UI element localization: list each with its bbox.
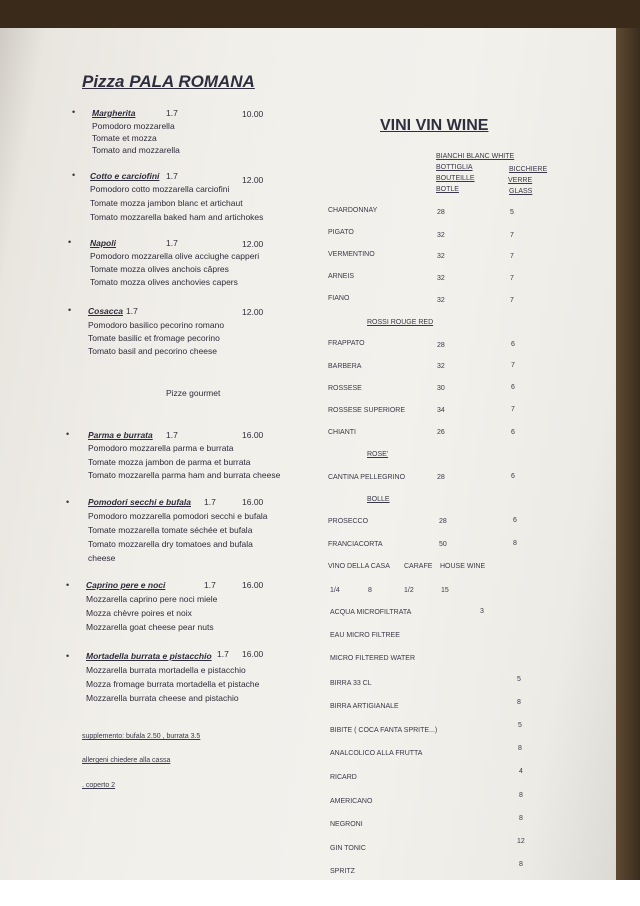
pizza-allergen-code: 1.7 (166, 430, 178, 440)
pizza-desc-en: Tomato and mozzarella (92, 145, 180, 155)
bottle-label-fr: BOUTEILLE (436, 175, 475, 182)
pizza-allergen-code: 1.7 (217, 649, 229, 659)
pizza-desc-it: Mozzarella burrata mortadella e pistacchio (86, 665, 246, 675)
pizza-desc-en-cont: cheese (88, 553, 116, 563)
drink-name: MICRO FILTERED WATER (330, 655, 416, 662)
pizza-allergen-code: 1.7 (166, 238, 178, 248)
drink-name: BIRRA 33 CL (330, 680, 372, 687)
wine-bottle-price: 28 (437, 342, 445, 349)
drink-name: ANALCOLICO ALLA FRUTTA (330, 750, 423, 757)
pizza-desc-en: Mozzarella goat cheese pear nuts (86, 622, 214, 632)
drink-price: 12 (517, 838, 525, 845)
pizza-price: 12.00 (242, 175, 264, 185)
rose-section-title: ROSE' (367, 451, 389, 458)
bottle-label-it: BOTTIGLIA (436, 164, 473, 171)
drink-name: BIRRA ARTIGIANALE (330, 703, 399, 710)
drink-price: 8 (519, 792, 523, 799)
carafe-half: 1/2 (404, 587, 414, 594)
drink-name: RICARD (330, 774, 357, 781)
pizza-desc-fr: Tomate mozza jambon blanc et artichaut (90, 198, 243, 208)
drink-price: 8 (519, 815, 523, 822)
wine-glass-price: 6 (511, 429, 515, 436)
pizza-allergen-code: 1.7 (166, 171, 178, 181)
pizza-price: 12.00 (242, 307, 264, 317)
pizza-name: Cosacca (88, 306, 123, 316)
wine-glass-price: 6 (511, 473, 515, 480)
drink-name: AMERICANO (330, 798, 373, 805)
drink-name: NEGRONI (330, 821, 363, 828)
wine-bottle-price: 50 (439, 541, 447, 548)
wine-glass-price: 7 (510, 253, 514, 260)
wine-bottle-price: 32 (437, 232, 445, 239)
house-wine-en-label: HOUSE WINE (440, 563, 486, 570)
wine-name: CHIANTI (328, 429, 356, 436)
wine-bottle-price: 28 (439, 518, 447, 525)
wine-bottle-price: 26 (437, 429, 445, 436)
wine-name: FRAPPATO (328, 340, 365, 347)
drink-price: 5 (518, 722, 522, 729)
wine-glass-price: 7 (510, 232, 514, 239)
pizza-name: Cotto e carciofini (90, 171, 160, 181)
pizza-desc-fr: Tomate et mozza (92, 133, 157, 143)
wine-name: CANTINA PELLEGRINO (328, 474, 406, 481)
wine-glass-price: 5 (510, 209, 514, 216)
carafe-quarter-price: 8 (368, 587, 372, 594)
wine-glass-price: 8 (513, 540, 517, 547)
wine-bottle-price: 32 (437, 275, 445, 282)
pizza-price: 10.00 (242, 109, 264, 119)
pizza-desc-fr: Mozza fromage burrata mortadella et pistache (86, 679, 260, 689)
pizza-desc-fr: Tomate mozzarella tomate séchée et bufala (88, 525, 253, 535)
pizza-allergen-code: 1.7 (204, 497, 216, 507)
bullet: • (66, 497, 70, 507)
wine-name: CHARDONNAY (328, 207, 378, 214)
wine-name: BARBERA (328, 363, 362, 370)
bullet: • (72, 107, 76, 117)
sparkling-section-title: BOLLE (367, 496, 390, 503)
wine-bottle-price: 34 (437, 407, 445, 414)
pizza-name: Parma e burrata (88, 430, 153, 440)
bullet: • (72, 170, 76, 180)
pizza-desc-it: Pomodoro mozzarella pomodori secchi e bufala (88, 511, 268, 521)
drink-price: 8 (518, 745, 522, 752)
wine-glass-price: 7 (510, 297, 514, 304)
pizza-price: 12.00 (242, 239, 264, 249)
pizza-desc-fr: Mozza chèvre poires et noix (86, 608, 192, 618)
wine-name: VERMENTINO (328, 251, 375, 258)
carafe-quarter: 1/4 (330, 587, 340, 594)
photo-bottom-margin (0, 880, 640, 906)
wine-glass-price: 6 (511, 384, 515, 391)
drink-name: GIN TONIC (330, 845, 366, 852)
wine-bottle-price: 32 (437, 363, 445, 370)
pizza-name: Caprino pere e noci (86, 580, 166, 590)
menu-paper (0, 28, 640, 880)
wine-name: FIANO (328, 295, 350, 302)
wine-name: ARNEIS (328, 273, 355, 280)
bullet: • (66, 580, 70, 590)
pizza-desc-fr: Tomate mozza jambon de parma et burrata (88, 457, 251, 467)
pizza-desc-en: Mozzarella burrata cheese and pistachio (86, 693, 239, 703)
bullet: • (68, 237, 72, 247)
wine-glass-price: 7 (510, 275, 514, 282)
pizza-price: 16.00 (242, 649, 264, 659)
drink-price: 4 (519, 768, 523, 775)
white-section-title: BIANCHI BLANC WHITE (436, 153, 515, 160)
wine-title: VINI VIN WINE (380, 117, 489, 134)
pizza-desc-it: Pomodoro mozzarella (92, 121, 175, 131)
pizza-desc-en: Tomato mozzarella parma ham and burrata cheese (88, 470, 281, 480)
wine-glass-price: 7 (511, 406, 515, 413)
wine-glass-price: 7 (511, 362, 515, 369)
drink-name: EAU MICRO FILTREE (330, 632, 400, 639)
wine-glass-price: 6 (511, 341, 515, 348)
pizza-allergen-code: 1.7 (204, 580, 216, 590)
drink-price: 3 (480, 608, 484, 615)
pizza-name: Mortadella burrata e pistacchio (86, 651, 212, 661)
pizza-desc-en: Tomato basil and pecorino cheese (88, 346, 217, 356)
pizza-desc-en: Tomato mozzarella baked ham and artichokes (90, 212, 264, 222)
pizza-price: 16.00 (242, 580, 264, 590)
drink-name: SPRITZ (330, 868, 355, 875)
wine-bottle-price: 30 (437, 385, 445, 392)
pizza-name: Pomodori secchi e bufala (88, 497, 191, 507)
carafe-label: CARAFE (404, 563, 433, 570)
drink-name: ACQUA MICROFILTRATA (330, 609, 412, 616)
pizza-desc-it: Mozzarella caprino pere noci miele (86, 594, 218, 604)
background-right (616, 28, 640, 880)
menu-title: Pizza PALA ROMANA (82, 72, 255, 91)
pizza-name: Napoli (90, 238, 116, 248)
pizza-allergen-code: 1.7 (126, 306, 138, 316)
wine-bottle-price: 28 (437, 474, 445, 481)
pizza-desc-fr: Tomate basilic et fromage pecorino (88, 333, 220, 343)
pizza-desc-it: Pomodoro mozzarella olive acciughe capperi (90, 251, 260, 261)
background-top (0, 0, 640, 28)
pizza-allergen-code: 1.7 (166, 108, 178, 118)
house-wine-label: VINO DELLA CASA (328, 563, 390, 570)
pizza-price: 16.00 (242, 497, 264, 507)
supplement-note: supplemento: bufala 2.50 , burrata 3.5 (82, 733, 201, 740)
wine-bottle-price: 32 (437, 253, 445, 260)
drink-price: 8 (517, 699, 521, 706)
glass-label-fr: VERRE (508, 177, 533, 184)
pizza-name: Margherita (92, 108, 136, 118)
wine-name: PROSECCO (328, 518, 369, 525)
pizza-desc-it: Pomodoro cotto mozzarella carciofini (90, 184, 230, 194)
drink-price: 8 (519, 861, 523, 868)
pizza-desc-it: Pomodoro mozzarella parma e burrata (88, 443, 234, 453)
drink-name: BIBITE ( COCA FANTA SPRITE...) (330, 727, 438, 734)
bottle-label-en: BOTLE (436, 186, 459, 193)
bullet: • (66, 651, 70, 661)
glass-label-en: GLASS (509, 188, 533, 195)
cover-charge-note: . coperto 2 (82, 782, 116, 789)
wine-name: ROSSESE SUPERIORE (328, 407, 406, 414)
carafe-half-price: 15 (441, 587, 449, 594)
allergen-note: allergeni chiedere alla cassa (82, 757, 171, 764)
wine-name: PIGATO (328, 229, 354, 236)
wine-bottle-price: 32 (437, 297, 445, 304)
red-section-title: ROSSI ROUGE RED (367, 319, 434, 326)
glass-label-it: BICCHIERE (509, 166, 548, 173)
wine-glass-price: 6 (513, 517, 517, 524)
pizza-desc-it: Pomodoro basilico pecorino romano (88, 320, 225, 330)
pizza-desc-en: Tomato mozzarella dry tomatoes and bufala (88, 539, 253, 549)
pizza-desc-en: Tomato mozza olives anchovies capers (90, 277, 238, 287)
drink-price: 5 (517, 676, 521, 683)
wine-name: FRANCIACORTA (328, 541, 383, 548)
bullet: • (66, 429, 70, 439)
wine-bottle-price: 28 (437, 209, 445, 216)
pizza-desc-fr: Tomate mozza olives anchois câpres (90, 264, 229, 274)
wine-name: ROSSESE (328, 385, 362, 392)
pizza-price: 16.00 (242, 430, 264, 440)
gourmet-heading: Pizze gourmet (166, 388, 221, 398)
bullet: • (68, 305, 72, 315)
